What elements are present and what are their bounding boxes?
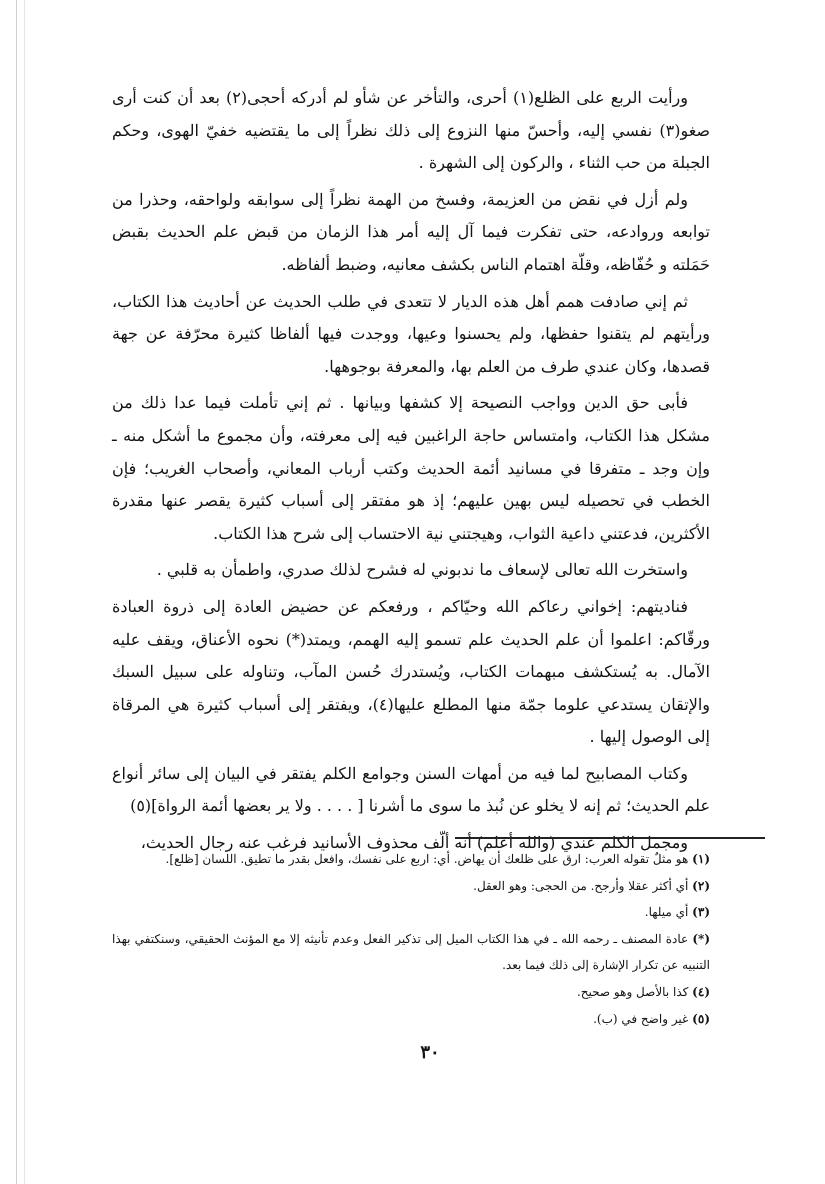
paragraph-8: ومجمل الكلم عندي (والله أعلم) أنه ألّف محذوف الأسانيد فرغب عنه رجال الحديث، — [140, 833, 688, 853]
footnote-text: غير واضح في (ب). — [593, 1011, 689, 1026]
paragraph-6: فناديتهم: إخواني رعاكم الله وحيّاكم ، ورفعكم عن حضيض العادة إلى ذروة العبادة ورقّاكم: اعلموا أن علم الحديث علم تسمو إليه الهمم، ويمتد(*) نحوه الأعناق، ويقف عليه الآمال. به يُستكشف مبهمات الكتاب، ويُستدرك حُسن المآب، وتناوله على سبيل السبك والإتقان يستدعي علوما جمّة منها المطلع عليها(٤)، ويفتقر إلى أسباب كثيرة هي المرقاة إلى الوصول إليها . — [112, 596, 711, 747]
paragraph-2: ولم أزل في نقض من العزيمة، وفسخ من الهمة نظراً إلى سوابقه ولواحقه، وحذرا من توابعه وروادعه، حتى تفكرت فيما آل إليه أمر هذا الزمان من قبض علم الحديث بقبض حَمَلته و حُفّاظه، وقلّة اهتمام الناس بكشف معانيه، وضبط ألفاظه. — [112, 189, 710, 274]
footnote-star — [112, 926, 710, 979]
footnote-text: هو مثلٌ تقوله العرب: ارق على ظلعك أن يهاض. أي: اربع على نفسك، وافعل بقدر ما تطيق. اللسان [ظلع]. — [165, 852, 689, 866]
footnote-separator — [455, 837, 765, 839]
footnote-1 — [112, 846, 710, 873]
footnote-mark: (٣) — [692, 905, 710, 920]
footnote-4 — [112, 979, 710, 1006]
scan-edge-line — [16, 0, 17, 1184]
paragraph-1: ورأيت الربع على الظلع(١) أحرى، والتأخر عن شأو لم أدركه أحجى(٢) بعد أن كنت أرى صغو(٣) نفسي إليه، وأحسّ منها النزوع إلى ذلك نظراً إلى ما يقتضيه خفيّ الهوى، وحكم الجبلة من حب الثناء ، والركون إلى الشهرة . — [112, 88, 711, 173]
footnote-text: أي ميلها. — [644, 905, 689, 920]
paragraph-4: فأبى حق الدين وواجب النصيحة إلا كشفها وبيانها . ثم إني تأملت فيما عدا ذلك من مشكل هذا الكتاب، وامتساس حاجة الراغبين فيه إلى معرفته، وأن مجموع ما أشكل منه ـ وإن وجد ـ متفرقا في مسانيد أئمة الحديث وكتب أرباب المعاني، وأصحاب الغريب؛ فإن الخطب في تحصيله ليس بهين عليهم؛ إذ هو مفتقر إلى أسباب كثيرة يقصر عنها مقدرة الأكثرين، فدعتني داعية الثواب، وهيجتني نية الاحتساب إلى شرح هذا الكتاب. — [112, 393, 710, 543]
footnote-mark: (٢) — [692, 878, 710, 893]
footnote-5 — [112, 1006, 710, 1033]
footnote-3 — [112, 899, 710, 926]
footnote-mark: (*) — [692, 931, 710, 946]
footnote-mark: (٥) — [692, 1011, 710, 1026]
footnotes — [112, 846, 710, 1032]
footnote-mark: (١) — [692, 852, 710, 866]
paragraph-7: وكتاب المصابيح لما فيه من أمهات السنن وجوامع الكلم يفتقر في البيان إلى سائر أنواع علم الحديث؛ ثم إنه لا يخلو عن نُبذ ما سوى ما أشرنا [ . . . . ولا ير بعضها أئمة الرواة](٥) — [112, 763, 710, 816]
paragraph-3: ثم إني صادفت همم أهل هذه الديار لا تتعدى في طلب الحديث عن أحاديث هذا الكتاب، ورأيتهم لم يتقنوا حفظها، ولم يحسنوا وعيها، ووجدت فيها ألفاظا كثيرة محرّفة عن جهة قصدها، وكان عندي طرف من العلم بها، والمعرفة بوجوهها. — [112, 291, 711, 376]
footnote-text: عادة المصنف ـ رحمه الله ـ في هذا الكتاب الميل إلى تذكير الفعل وعدم تأنيثه إلا مع المؤنث الحقيقي، وسنكتفي بهذا التنبيه عن تكرار الإشارة إلى ذلك فيما بعد. — [112, 931, 710, 973]
paragraph-5: واستخرت الله تعالى لإسعاف ما ندبوني له فشرح لذلك صدري، واطمأن به قلبي . — [156, 560, 688, 580]
main-text — [112, 82, 710, 864]
footnote-text: أي أكثر عقلا وأرجح. من الحجى: وهو العقل. — [473, 878, 689, 893]
page-number: ٣٠ — [420, 1042, 440, 1063]
scan-edge-line-faint — [24, 0, 25, 1184]
footnote-text: كذا بالأصل وهو صحيح. — [576, 984, 689, 999]
footnote-2 — [112, 873, 710, 900]
footnote-mark: (٤) — [692, 984, 710, 999]
